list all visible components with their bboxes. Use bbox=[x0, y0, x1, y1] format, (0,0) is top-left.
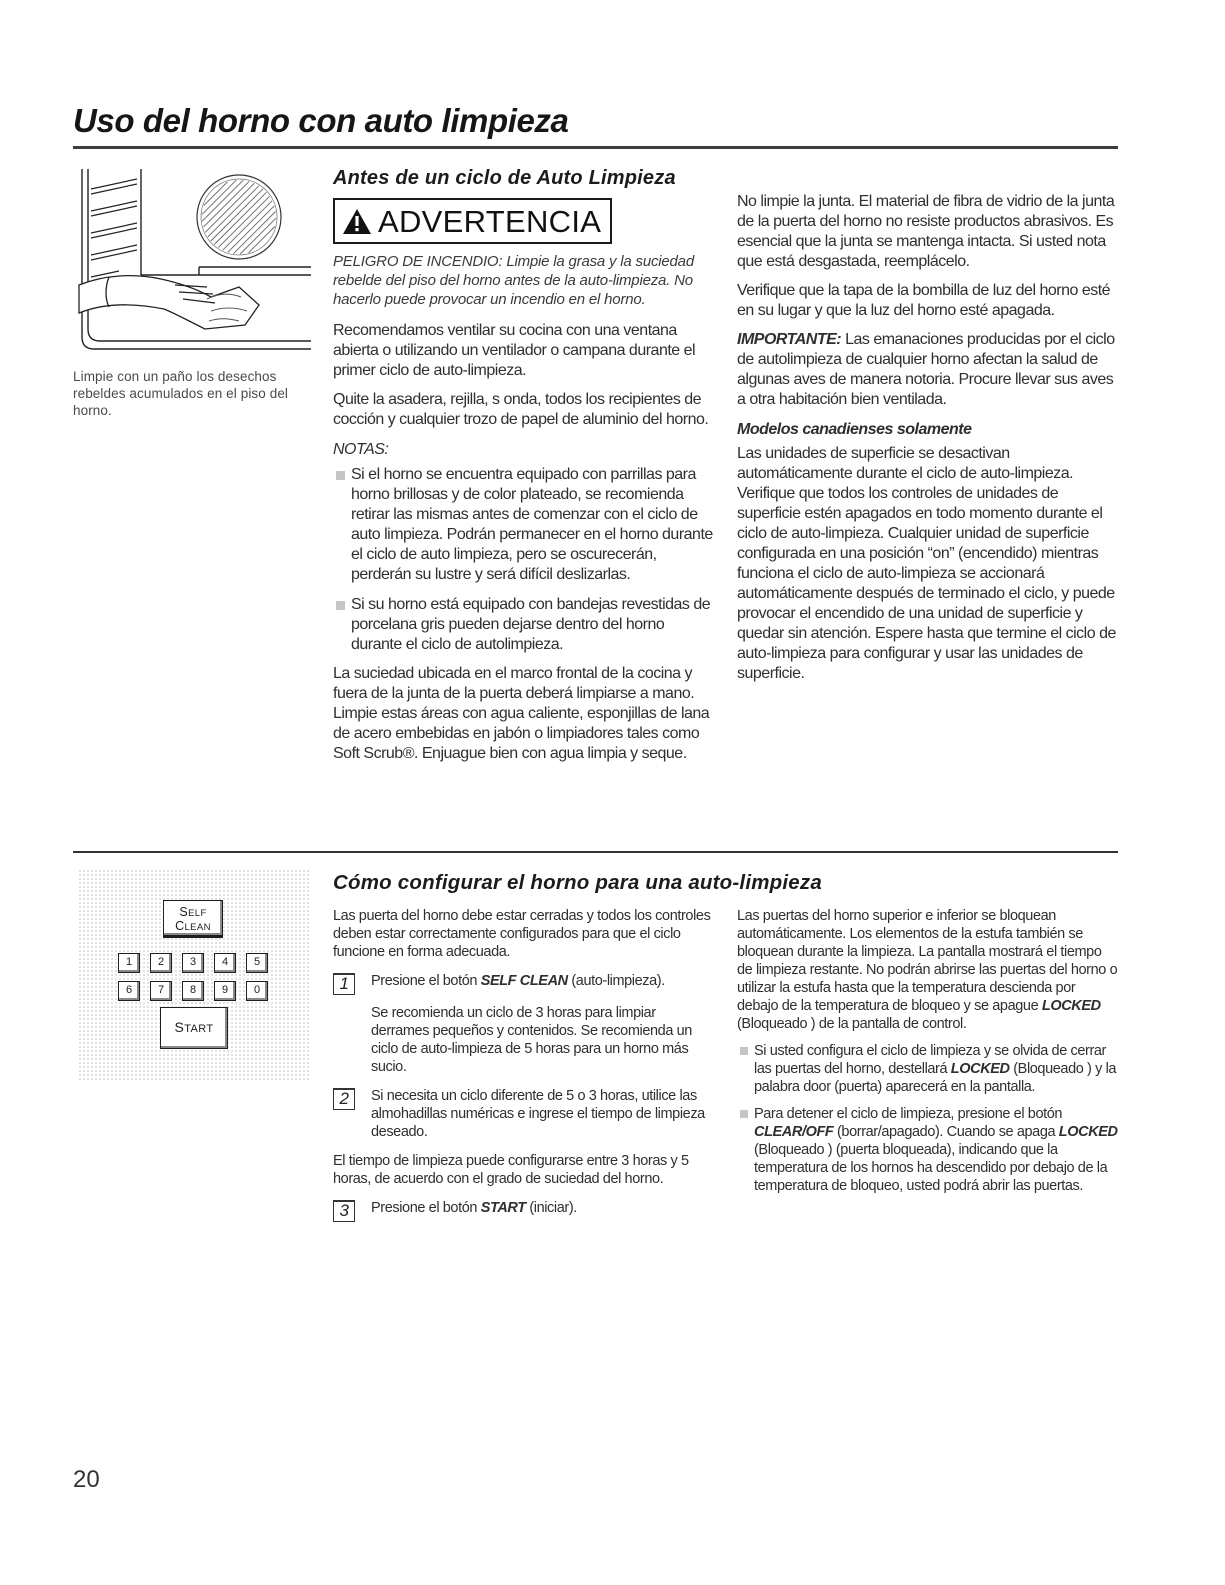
note-item bbox=[333, 465, 715, 585]
important-text: Las emanaciones producidas por el ciclo de autolimpieza de cualquier horno afectan la salud de algunas aves de manera notoria. Procure llevar sus aves a otra habitación bien ventilada. bbox=[737, 331, 1115, 408]
start-key-name: START bbox=[480, 1200, 526, 1216]
hand-with-cloth bbox=[79, 276, 259, 329]
note-text-after: (Bloqueado ) (puerta bloqueada), indicando que la temperatura de los hornos ha descendido por debajo de la temperatura de bloqueo, usted podrá abrir las puertas. bbox=[754, 1142, 1108, 1194]
bullet-square-icon bbox=[336, 601, 345, 610]
step-number-box: 1 bbox=[333, 973, 355, 995]
note-text-before: Para detener el ciclo de limpieza, presione el botón bbox=[754, 1106, 1063, 1122]
setup-note-item bbox=[737, 1105, 1118, 1195]
self-clean-key bbox=[163, 900, 223, 938]
self-clean-key-label-bottom: CLEAN bbox=[175, 919, 211, 933]
ventilation-paragraph: Recomendamos ventilar su cocina con una ventana abierta o utilizando un ventilador o campana durante el primer ciclo de auto-limpieza. bbox=[333, 322, 696, 379]
step-number-box: 2 bbox=[333, 1088, 355, 1110]
setup-note-item bbox=[737, 1042, 1118, 1096]
step-text-after: (auto-limpieza). bbox=[567, 973, 665, 989]
digit-key: 5 bbox=[246, 953, 268, 973]
control-keypad-illustration bbox=[78, 869, 310, 1081]
remove-items-paragraph: Quite la asadera, rejilla, s onda, todos los recipientes de cocción y cualquier trozo de papel de aluminio del horno. bbox=[333, 391, 709, 428]
locked-indicator-name: LOCKED bbox=[1058, 1124, 1118, 1140]
canadian-models-paragraph: Las unidades de superficie se desactivan automáticamente durante el ciclo de auto-limpieza. Verifique que todos los controles de unidades de superficie estén apagados en todo momento durante el ciclo de auto-limpieza. Cualquier unidad de superficie configurada en una posición “on” (encendido) mientras funciona el ciclo de auto-limpieza se accionará automáticamente después de terminado el ciclo, y puede provocar el encendido de una unidad de superficie y quedar sin atención. Espere hasta que termine el ciclo de auto-limpieza para configurar y usar las unidades de superficie. bbox=[737, 445, 1116, 682]
title-rule bbox=[73, 146, 1118, 149]
note-item bbox=[333, 595, 715, 655]
digit-key: 3 bbox=[182, 953, 204, 973]
note-text-after: (Bloqueado ) y la palabra door (puerta) aparecerá en la pantalla. bbox=[754, 1061, 1117, 1095]
digit-key: 1 bbox=[118, 953, 140, 973]
keypad-column bbox=[73, 863, 313, 1081]
bullet-square-icon bbox=[336, 471, 345, 480]
illustration-caption: Limpie con un paño los desechos rebeldes acumulados en el piso del horno. bbox=[73, 369, 289, 418]
setup-content bbox=[333, 863, 1118, 1222]
start-key bbox=[160, 1007, 228, 1049]
note-text: Si su horno está equipado con bandejas revestidas de porcelana gris pueden dejarse dentro del horno durante el ciclo de autolimpieza. bbox=[351, 596, 711, 653]
before-cleaning-section bbox=[73, 166, 1118, 846]
digit-key: 8 bbox=[182, 981, 204, 1001]
step-1-detail: Se recomienda un ciclo de 3 horas para limpiar derrames pequeños y contenidos. Se recomienda un ciclo de auto-limpieza de 5 horas para un horno más sucio. bbox=[371, 1005, 692, 1075]
step-text bbox=[371, 1199, 577, 1217]
step-text-before: Presione el botón bbox=[371, 973, 481, 989]
warning-text: PELIGRO DE INCENDIO: Limpie la grasa y la suciedad rebelde del piso del horno antes de la auto-limpieza. No hacerlo puede provocar un incendio en el horno. bbox=[333, 253, 694, 308]
section-divider bbox=[73, 851, 1118, 853]
locking-text-before: Las puertas del horno superior e inferior se bloquean automáticamente. Los elementos de la estufa también se bloquean durante la limpieza. La pantalla mostrará el tiempo de limpieza restante. No podrán abrirse las puertas del horno o utilizar la estufa hasta que la temperatura descienda por debajo de la temperatura de bloqueo y se apague bbox=[737, 908, 1118, 1014]
start-key-label: START bbox=[174, 1019, 214, 1035]
note-text-before: Si usted configura el ciclo de limpieza y se olvida de cerrar las puertas del horno, destellará bbox=[754, 1043, 1106, 1077]
before-cleaning-heading: Antes de un ciclo de Auto Limpieza bbox=[333, 167, 676, 189]
note-text-middle: (borrar/apagado). Cuando se apaga bbox=[833, 1124, 1059, 1140]
setup-heading: Cómo configurar el horno para una auto-limpieza bbox=[333, 871, 822, 894]
warning-label: ADVERTENCIA bbox=[378, 203, 602, 239]
step-text-before: Presione el botón bbox=[371, 1200, 481, 1216]
step-text-after: (iniciar). bbox=[525, 1200, 577, 1216]
notes-label: NOTAS: bbox=[333, 441, 389, 458]
setup-note-text bbox=[754, 1105, 1118, 1195]
time-range-paragraph: El tiempo de limpieza puede configurarse entre 3 horas y 5 horas, de acuerdo con el grado de suciedad del horno. bbox=[333, 1153, 689, 1187]
bullet-square-icon bbox=[740, 1047, 748, 1055]
digit-key: 9 bbox=[214, 981, 236, 1001]
oven-floor-wiping-illustration bbox=[79, 169, 311, 354]
setup-steps-column bbox=[333, 907, 715, 1222]
self-clean-key-name: SELF CLEAN bbox=[480, 973, 568, 989]
important-label: IMPORTANTE: bbox=[737, 331, 842, 348]
illustration-column bbox=[73, 166, 300, 419]
fan-grille bbox=[197, 175, 281, 259]
step-2 bbox=[333, 1087, 715, 1141]
page-content bbox=[73, 101, 1118, 1222]
setup-intro: Las puerta del horno debe estar cerradas y todos los controles deben estar correctamente configurados para que el ciclo funcione en forma adecuada. bbox=[333, 908, 711, 960]
step-text: Si necesita un ciclo diferente de 5 o 3 horas, utilice las almohadillas numéricas e ingrese el tiempo de limpieza deseado. bbox=[371, 1088, 705, 1140]
setup-section bbox=[73, 863, 1118, 1222]
step-text bbox=[371, 972, 665, 990]
page-title: Uso del horno con auto limpieza bbox=[73, 102, 569, 139]
canadian-models-heading: Modelos canadienses solamente bbox=[737, 421, 972, 438]
light-paragraph: Verifique que la tapa de la bombilla de luz del horno esté en su lugar y que la luz del horno esté apagada. bbox=[737, 282, 1111, 319]
locked-indicator-name: LOCKED bbox=[950, 1061, 1010, 1077]
page-number: 20 bbox=[73, 1466, 100, 1493]
digit-key: 0 bbox=[246, 981, 268, 1001]
before-cleaning-side-column bbox=[737, 166, 1118, 684]
frame-cleaning-paragraph: La suciedad ubicada en el marco frontal de la cocina y fuera de la junta de la puerta deberá limpiarse a mano. Limpie estas áreas con agua caliente, esponjillas de lana de acero embebidas en jabón o limpiadores tales como Soft Scrub®. Enjuague bien con agua limpia y seque. bbox=[333, 665, 710, 762]
gasket-paragraph: No limpie la junta. El material de fibra de vidrio de la junta de la puerta del horno no resiste productos abrasivos. Es esencial que la junta se mantenga intacta. Si usted nota que está desgastada, reemplácelo. bbox=[737, 193, 1115, 270]
step-1 bbox=[333, 972, 715, 995]
digit-key: 2 bbox=[150, 953, 172, 973]
bullet-square-icon bbox=[740, 1110, 748, 1118]
warning-box bbox=[333, 198, 612, 244]
self-clean-key-label-top: SELF bbox=[179, 905, 207, 919]
locking-paragraph bbox=[737, 907, 1118, 1033]
setup-note-text bbox=[754, 1042, 1118, 1096]
step-number-box: 3 bbox=[333, 1200, 355, 1222]
digit-key: 4 bbox=[214, 953, 236, 973]
digit-key: 7 bbox=[150, 981, 172, 1001]
setup-info-column bbox=[737, 907, 1118, 1195]
setup-columns bbox=[333, 907, 1118, 1222]
step-3 bbox=[333, 1199, 715, 1222]
clear-off-key-name: CLEAR/OFF bbox=[754, 1124, 834, 1140]
before-cleaning-main-column bbox=[333, 166, 715, 764]
important-paragraph bbox=[737, 330, 1118, 410]
warning-triangle-icon bbox=[342, 208, 372, 235]
locking-text-after: (Bloqueado ) de la pantalla de control. bbox=[737, 1016, 967, 1032]
oven-rack-rails bbox=[91, 179, 137, 282]
locked-indicator-name: LOCKED bbox=[1041, 998, 1101, 1014]
digit-key: 6 bbox=[118, 981, 140, 1001]
note-text: Si el horno se encuentra equipado con parrillas para horno brillosas y de color plateado, se recomienda retirar las mismas antes de comenzar con el ciclo de auto limpieza. Podrán permanecer en el horno durante el ciclo de auto limpieza, pero se oscurecerán, perderán su lustre y será difícil deslizarlas. bbox=[351, 466, 713, 583]
